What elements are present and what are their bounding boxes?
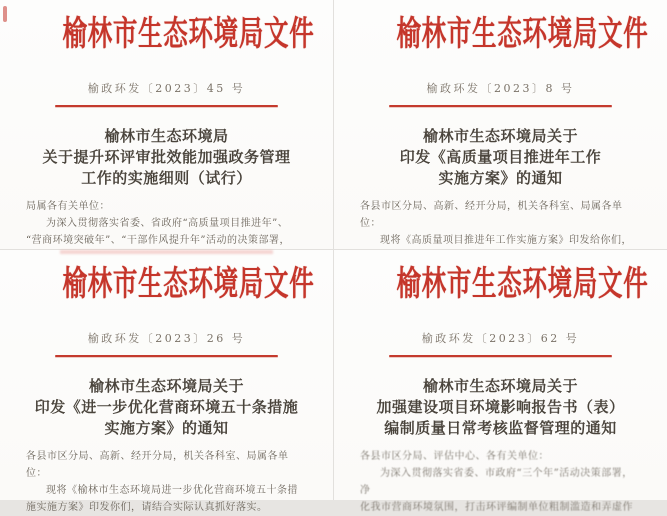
body-line: 施实施方案》印发你们，请结合实际认真抓好落实。 xyxy=(26,502,268,513)
document-title-line: 编制质量日常考核监督管理的通知 xyxy=(384,419,617,437)
document-title-line: 榆林市生态环境局关于 xyxy=(422,127,578,145)
document-title-line: 印发《进一步优化营商环境五十条措施 xyxy=(34,398,299,416)
salutation: 各县市区分局、高新、经开分局，机关各科室、局属各单位： xyxy=(26,451,289,479)
document-body xyxy=(22,448,311,516)
letterhead-title: 榆林市生态环境局文件 xyxy=(396,14,649,54)
document-thumbnail-1[interactable] xyxy=(0,0,333,249)
body-line: 现将《高质量项目推进年工作实施方案》印发给你们， xyxy=(380,235,632,246)
doc-number: 榆政环发〔2023〕26 号 xyxy=(87,332,246,345)
document-title-line: 工作的实施细则（试行） xyxy=(81,169,252,187)
red-separator-line xyxy=(389,355,612,357)
doc-number: 榆政环发〔2023〕62 号 xyxy=(421,332,580,345)
document-body xyxy=(356,448,645,516)
salutation: 局属各有关单位： xyxy=(26,201,110,212)
salutation: 各县市区分局、高新、经开分局，机关各科室、局属各单位： xyxy=(360,201,623,229)
document-title xyxy=(22,376,311,439)
document-title-line: 关于提升环评审批效能加强政务管理 xyxy=(42,148,291,166)
document-title xyxy=(22,126,311,189)
scan-artifact xyxy=(3,6,7,22)
red-separator-line xyxy=(55,105,278,107)
document-title-line: 印发《高质量项目推进年工作 xyxy=(399,148,602,166)
letterhead-title: 榆林市生态环境局文件 xyxy=(62,264,315,304)
red-separator-line xyxy=(55,355,278,357)
scan-artifact xyxy=(60,250,273,254)
body-line: “营商环境突破年”、“干部作风提升年”活动的决策部署， xyxy=(26,235,290,246)
document-title-line: 榆林市生态环境局 xyxy=(104,127,229,145)
document-title-line: 榆林市生态环境局关于 xyxy=(88,377,244,395)
letterhead-title: 榆林市生态环境局文件 xyxy=(62,14,315,54)
body-line: 化我市营商环境氛围，打击环评编制单位粗制滥造和弄虚作 xyxy=(360,502,633,513)
document-title-line: 加强建设项目环境影响报告书（表） xyxy=(376,398,625,416)
document-title-line: 榆林市生态环境局关于 xyxy=(422,377,578,395)
body-line: 为深入贯彻落实省委、市政府“三个年”活动决策部署，净 xyxy=(360,468,633,496)
doc-number: 榆政环发〔2023〕8 号 xyxy=(426,82,575,95)
doc-number: 榆政环发〔2023〕45 号 xyxy=(87,82,246,95)
red-separator-line xyxy=(389,105,612,107)
salutation: 各县市区分局、评估中心、各有关单位： xyxy=(360,451,549,462)
body-line: 为深入贯彻落实省委、省政府“高质量项目推进年”、 xyxy=(46,218,289,229)
document-title xyxy=(356,376,645,439)
document-thumbnail-3[interactable] xyxy=(0,250,333,513)
letterhead-title: 榆林市生态环境局文件 xyxy=(396,264,649,304)
body-line: 现将《榆林市生态环境局进一步优化营商环境五十条措 xyxy=(46,485,298,496)
document-thumbnail-4[interactable] xyxy=(334,250,667,513)
document-thumbnail-2[interactable] xyxy=(334,0,667,249)
document-body xyxy=(22,198,311,249)
document-title-line: 实施方案》的通知 xyxy=(104,419,229,437)
document-title xyxy=(356,126,645,189)
document-title-line: 实施方案》的通知 xyxy=(438,169,563,187)
